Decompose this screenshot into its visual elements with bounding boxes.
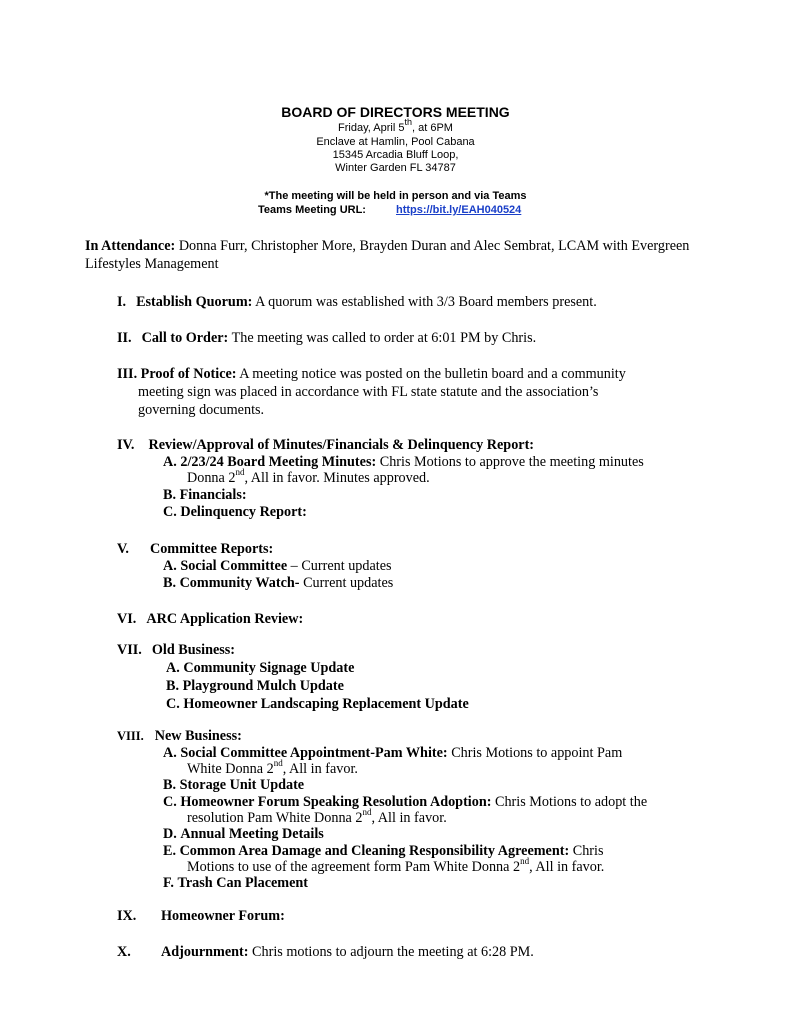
meeting-city: Winter Garden FL 34787	[335, 162, 456, 174]
hybrid-note: *The meeting will be held in person and via Teams	[264, 190, 527, 202]
item-social-committee-appointment: A. Social Committee Appointment-Pam White: Chris Motions to appoint Pam	[163, 745, 623, 761]
section-arc-review: VI. ARC Application Review:	[117, 611, 304, 627]
item-financials: B. Financials:	[163, 487, 247, 503]
item-common-area-agreement-line-2: Motions to use of the agreement form Pam White Donna 2nd, All in favor.	[187, 856, 605, 875]
section-new-business: VIII. New Business:	[117, 728, 242, 744]
item-delinquency-report: C. Delinquency Report:	[163, 504, 307, 520]
section-review-approval: IV. Review/Approval of Minutes/Financials & Delinquency Report:	[117, 437, 535, 453]
attendance-line-1: In Attendance: Donna Furr, Christopher More, Brayden Duran and Alec Sembrat, LCAM with Evergreen	[85, 238, 690, 254]
item-annual-meeting: D. Annual Meeting Details	[163, 826, 324, 842]
section-adjournment: X. Adjournment: Chris motions to adjourn the meeting at 6:28 PM.	[117, 944, 534, 960]
item-social-committee-appointment-line-2: White Donna 2nd, All in favor.	[187, 758, 358, 777]
teams-url-link[interactable]: https://bit.ly/EAH040524	[395, 204, 522, 216]
item-common-area-agreement: E. Common Area Damage and Cleaning Responsibility Agreement: Chris	[163, 843, 604, 859]
item-landscaping-replacement: C. Homeowner Landscaping Replacement Update	[166, 696, 469, 712]
item-trash-can: F. Trash Can Placement	[163, 875, 309, 891]
meeting-venue: Enclave at Hamlin, Pool Cabana	[316, 136, 475, 148]
item-forum-speaking-resolution-line-2: resolution Pam White Donna 2nd, All in favor.	[187, 807, 447, 826]
proof-of-notice-line-3: governing documents.	[138, 402, 265, 418]
meeting-date: Friday, April 5th, at 6PM	[338, 117, 453, 134]
item-board-minutes-line-2: Donna 2nd, All in favor. Minutes approved.	[187, 467, 430, 486]
section-homeowner-forum: IX. Homeowner Forum:	[117, 908, 285, 924]
document-title: BOARD OF DIRECTORS MEETING	[281, 104, 510, 120]
item-forum-speaking-resolution: C. Homeowner Forum Speaking Resolution Adoption: Chris Motions to adopt the	[163, 794, 648, 810]
meeting-street: 15345 Arcadia Bluff Loop,	[332, 149, 459, 161]
item-playground-mulch: B. Playground Mulch Update	[166, 678, 344, 694]
teams-url-row	[258, 204, 521, 216]
section-call-to-order: II. Call to Order: The meeting was called to order at 6:01 PM by Chris.	[117, 330, 537, 346]
item-storage-unit: B. Storage Unit Update	[163, 777, 305, 793]
attendance-line-2: Lifestyles Management	[85, 256, 219, 272]
teams-url-label: Teams Meeting URL:	[258, 204, 366, 216]
section-old-business: VII. Old Business:	[117, 642, 236, 658]
section-establish-quorum: I. Establish Quorum: A quorum was established with 3/3 Board members present.	[117, 294, 597, 310]
item-community-watch: B. Community Watch- Current updates	[163, 575, 394, 591]
proof-of-notice-line-2: meeting sign was placed in accordance with FL state statute and the association’s	[138, 384, 599, 400]
item-social-committee: A. Social Committee – Current updates	[163, 558, 392, 574]
section-proof-of-notice: III. Proof of Notice: A meeting notice was posted on the bulletin board and a community	[117, 366, 626, 382]
item-community-signage: A. Community Signage Update	[166, 660, 355, 676]
section-committee-reports: V. Committee Reports:	[117, 541, 274, 557]
item-board-minutes: A. 2/23/24 Board Meeting Minutes: Chris Motions to approve the meeting minutes	[163, 454, 644, 470]
